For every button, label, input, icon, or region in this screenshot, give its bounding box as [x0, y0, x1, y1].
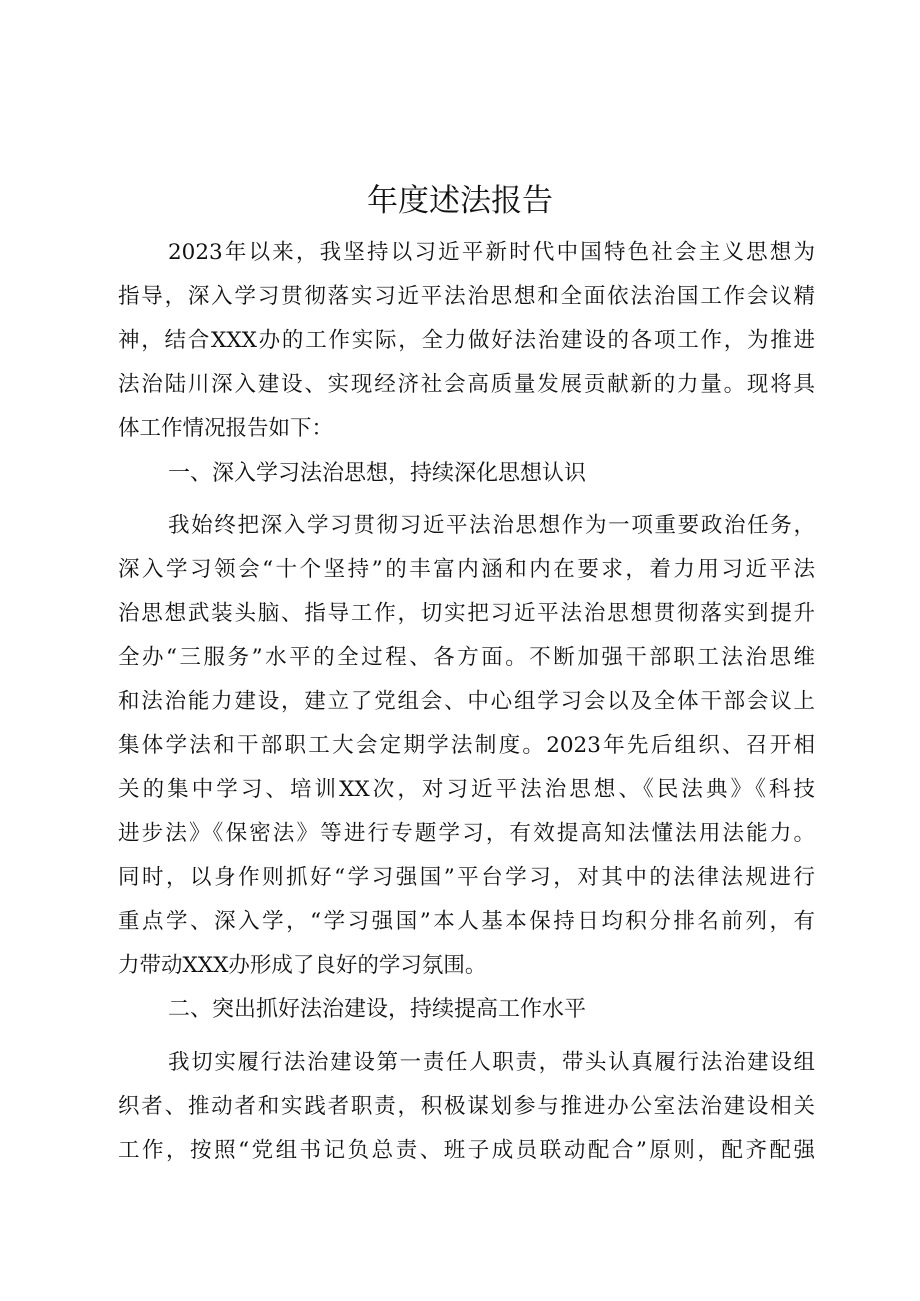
intro-line: 神，结合XXX办的工作实际，全力做好法治建设的各项工作，为推进 — [118, 328, 815, 353]
section-2-line: 我切实履行法治建设第一责任人职责，带头认真履行法治建设组 — [168, 1050, 815, 1075]
section-1-line: 治思想武装头脑、指导工作，切实把习近平法治思想贯彻落实到提升 — [118, 601, 815, 626]
section-1-line: 全办“三服务”水平的全过程、各方面。不断加强干部职工法治思维 — [118, 645, 815, 670]
section-2-line: 织者、推动者和实践者职责，积极谋划参与推进办公室法治建设相关 — [118, 1094, 815, 1119]
intro-line: 法治陆川深入建设、实现经济社会高质量发展贡献新的力量。现将具 — [118, 372, 815, 397]
section-1-line: 集体学法和干部职工大会定期学法制度。2023年先后组织、召开相 — [118, 733, 815, 758]
intro-line: 体工作情况报告如下： — [118, 416, 334, 441]
document-title: 年度述法报告 — [367, 183, 553, 219]
intro-line: 指导，深入学习贯彻落实习近平法治思想和全面依法治国工作会议精 — [118, 284, 815, 309]
section-2-heading: 二、突出抓好法治建设，持续提高工作水平 — [168, 997, 587, 1022]
section-1-line: 我始终把深入学习贯彻习近平法治思想作为一项重要政治任务， — [168, 513, 815, 538]
section-1-line: 进步法》《保密法》等进行专题学习，有效提高知法懂法用法能力。 — [118, 821, 815, 846]
intro-line: 2023年以来，我坚持以习近平新时代中国特色社会主义思想为 — [168, 240, 815, 265]
section-1-line: 力带动XXX办形成了良好的学习氛围。 — [118, 953, 487, 978]
section-1-heading: 一、深入学习法治思想，持续深化思想认识 — [168, 461, 587, 486]
section-1-line: 同时，以身作则抓好“学习强国”平台学习，对其中的法律法规进行 — [118, 865, 815, 890]
section-1-line: 和法治能力建设，建立了党组会、中心组学习会以及全体干部会议上 — [118, 689, 815, 714]
section-1-line: 深入学习领会“十个坚持”的丰富内涵和内在要求，着力用习近平法 — [118, 557, 815, 582]
section-2-line: 工作，按照“党组书记负总责、班子成员联动配合”原则，配齐配强 — [118, 1138, 815, 1163]
section-1-line: 重点学、深入学，“学习强国”本人基本保持日均积分排名前列，有 — [118, 909, 815, 934]
section-1-line: 关的集中学习、培训XX次，对习近平法治思想、《民法典》《科技 — [118, 777, 815, 802]
